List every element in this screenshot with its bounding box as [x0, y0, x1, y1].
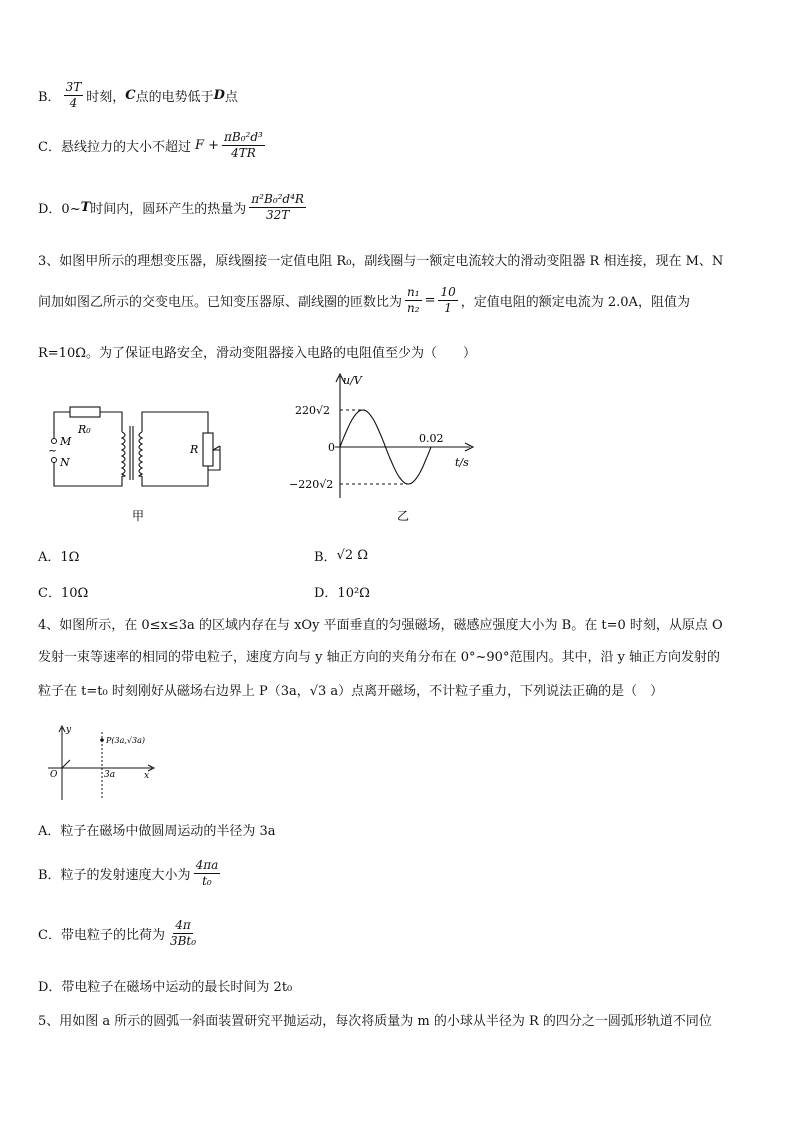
label-x: x	[144, 771, 150, 781]
q3-line3: R=10Ω。为了保证电路安全，滑动变阻器接入电路的电阻值至少为（ ）	[38, 346, 477, 361]
axis-label-u: u/V	[343, 374, 362, 387]
axis-label-t: t/s	[455, 456, 469, 469]
q4-option-d: D．带电粒子在磁场中运动的最长时间为 2t₀	[38, 980, 293, 995]
label-o: O	[50, 770, 58, 780]
caption-yi: 乙	[397, 509, 410, 523]
point-p	[100, 738, 104, 742]
label-y: y	[66, 725, 72, 735]
fraction: $\frac{\text{π²B₀²d⁴R}}{32T}$	[251, 192, 304, 222]
q3-line1: 3、如图甲所示的理想变压器，原线圈接一定值电阻 R₀，副线圈与一额定电流较大的滑动变阻器 R 相连接，现在 M、N	[38, 254, 724, 269]
label-m: M	[60, 435, 72, 448]
q3-option-a: A．1Ω	[38, 550, 80, 565]
magnetic-field-diagram	[44, 722, 164, 802]
terminal-m	[52, 439, 57, 444]
q3-option-c: C．10Ω	[38, 586, 89, 601]
ac-voltage-graph	[285, 370, 485, 530]
q3-line2: 间加如图乙所示的交变电压。已知变压器原、副线圈的匝数比为 $\frac{\text{n₁}}{\text{n₂}}$ = $\frac{10}{1}$ ，定值电阻的额定电流为 2.0A，阻值为	[38, 285, 690, 315]
label-3a: 3a	[104, 770, 116, 780]
fraction: $\frac{3T}{4}$	[65, 80, 82, 110]
ac-symbol: ~	[48, 444, 58, 457]
q4-option-b: B．粒子的发射速度大小为 $\frac{4\pi a}{\text{t₀}}$	[38, 858, 219, 888]
tick-period: 0.02	[419, 432, 444, 445]
q4-line2: 发射一束等速率的相同的带电粒子，速度方向与 y 轴正方向的夹角分布在 0°~90°范围内。其中，沿 y 轴正方向发射的	[38, 650, 721, 665]
q4-option-a: A．粒子在磁场中做圆周运动的半径为 3a	[38, 824, 276, 839]
q4-option-c: C．带电粒子的比荷为 $\frac{4\pi}{\text{3Bt₀}}$	[38, 918, 197, 948]
label-p: P(3a,√3a)	[106, 736, 145, 745]
fraction: $\frac{\text{πB₀²d³}}{4TR}$	[224, 130, 263, 160]
option-b: B． $\frac{3T}{4}$ 时刻， C 点的电势低于 D 点	[38, 80, 238, 110]
option-c: C．悬线拉力的大小不超过 F + $\frac{\text{πB₀²d³}}{4TR}$	[38, 130, 263, 160]
terminal-n	[52, 458, 57, 463]
q3-option-d: D．10²Ω	[314, 586, 370, 601]
q4-line3: 粒子在 t=t₀ 时刻刚好从磁场右边界上 P（3a，√3 a）点离开磁场，不计粒子重力，下列说法正确的是（ ）	[38, 684, 664, 699]
q4-line1: 4、如图所示，在 0≤x≤3a 的区域内存在与 xOy 平面垂直的匀强磁场，磁感应强度大小为 B。在 t=0 时刻，从原点 O	[38, 618, 723, 633]
tick-zero: 0	[328, 441, 335, 454]
option-d: D．0~ T 时间内，圆环产生的热量为 $\frac{\text{π²B₀²d⁴R}}{32T}$	[38, 192, 304, 222]
transformer-circuit-diagram	[40, 400, 250, 525]
label-r0: R₀	[78, 423, 91, 436]
q5-line1: 5、用如图 a 所示的圆弧一斜面装置研究平抛运动，每次将质量为 m 的小球从半径为 R 的四分之一圆弧形轨道不同位	[38, 1014, 712, 1029]
velocity-vector	[62, 760, 70, 768]
caption-jia: 甲	[132, 509, 145, 523]
tick-max: 220√2	[295, 404, 331, 417]
label-n: N	[60, 456, 70, 469]
label-r: R	[190, 443, 199, 456]
tick-min: −220√2	[289, 478, 334, 491]
q3-option-b: B． √2 Ω	[314, 548, 369, 565]
